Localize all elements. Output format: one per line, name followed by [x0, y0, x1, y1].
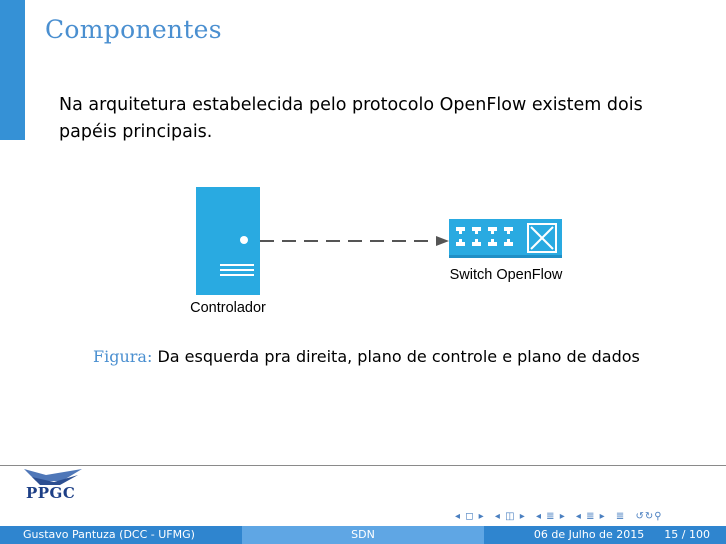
beamer-navigation — [455, 511, 669, 522]
footer-page-number: 15 / 100 — [664, 528, 710, 541]
caption-label: Figura: — [93, 347, 153, 366]
nav-appendix-icon[interactable]: ≣ — [615, 511, 626, 522]
nav-subsection-icon[interactable]: ◂ ◫ ▸ — [494, 511, 526, 522]
footer-author: Gustavo Pantuza (DCC - UFMG) — [0, 526, 242, 544]
nav-frame-icon[interactable]: ◂ ◻ ▸ — [455, 511, 485, 522]
footer-bar — [0, 526, 726, 544]
figure-caption — [93, 347, 640, 366]
footer-short-title: SDN — [242, 526, 484, 544]
server-icon — [196, 187, 260, 295]
footer-date: 06 de Julho de 2015 — [533, 528, 645, 541]
nav-search-icon[interactable]: ↺↻⚲ — [635, 511, 663, 522]
footer-divider — [0, 465, 726, 466]
nav-section-icon[interactable]: ◂ ≣ ▸ — [535, 511, 566, 522]
frame-title: Componentes — [45, 15, 222, 44]
switch-label: Switch OpenFlow — [449, 267, 563, 283]
footer-meta — [484, 526, 726, 544]
caption-text: Da esquerda pra direita, plano de controle e plano de dados — [157, 347, 640, 366]
nav-document-icon[interactable]: ◂ ≣ ▸ — [575, 511, 606, 522]
body-paragraph: Na arquitetura estabelecida pelo protocolo OpenFlow existem dois papéis principais. — [59, 95, 643, 142]
controller-label: Controlador — [190, 300, 266, 316]
ppgc-logo-text: PPGC — [26, 484, 76, 502]
dashed-arrow — [260, 236, 449, 246]
network-switch-icon — [449, 219, 562, 258]
